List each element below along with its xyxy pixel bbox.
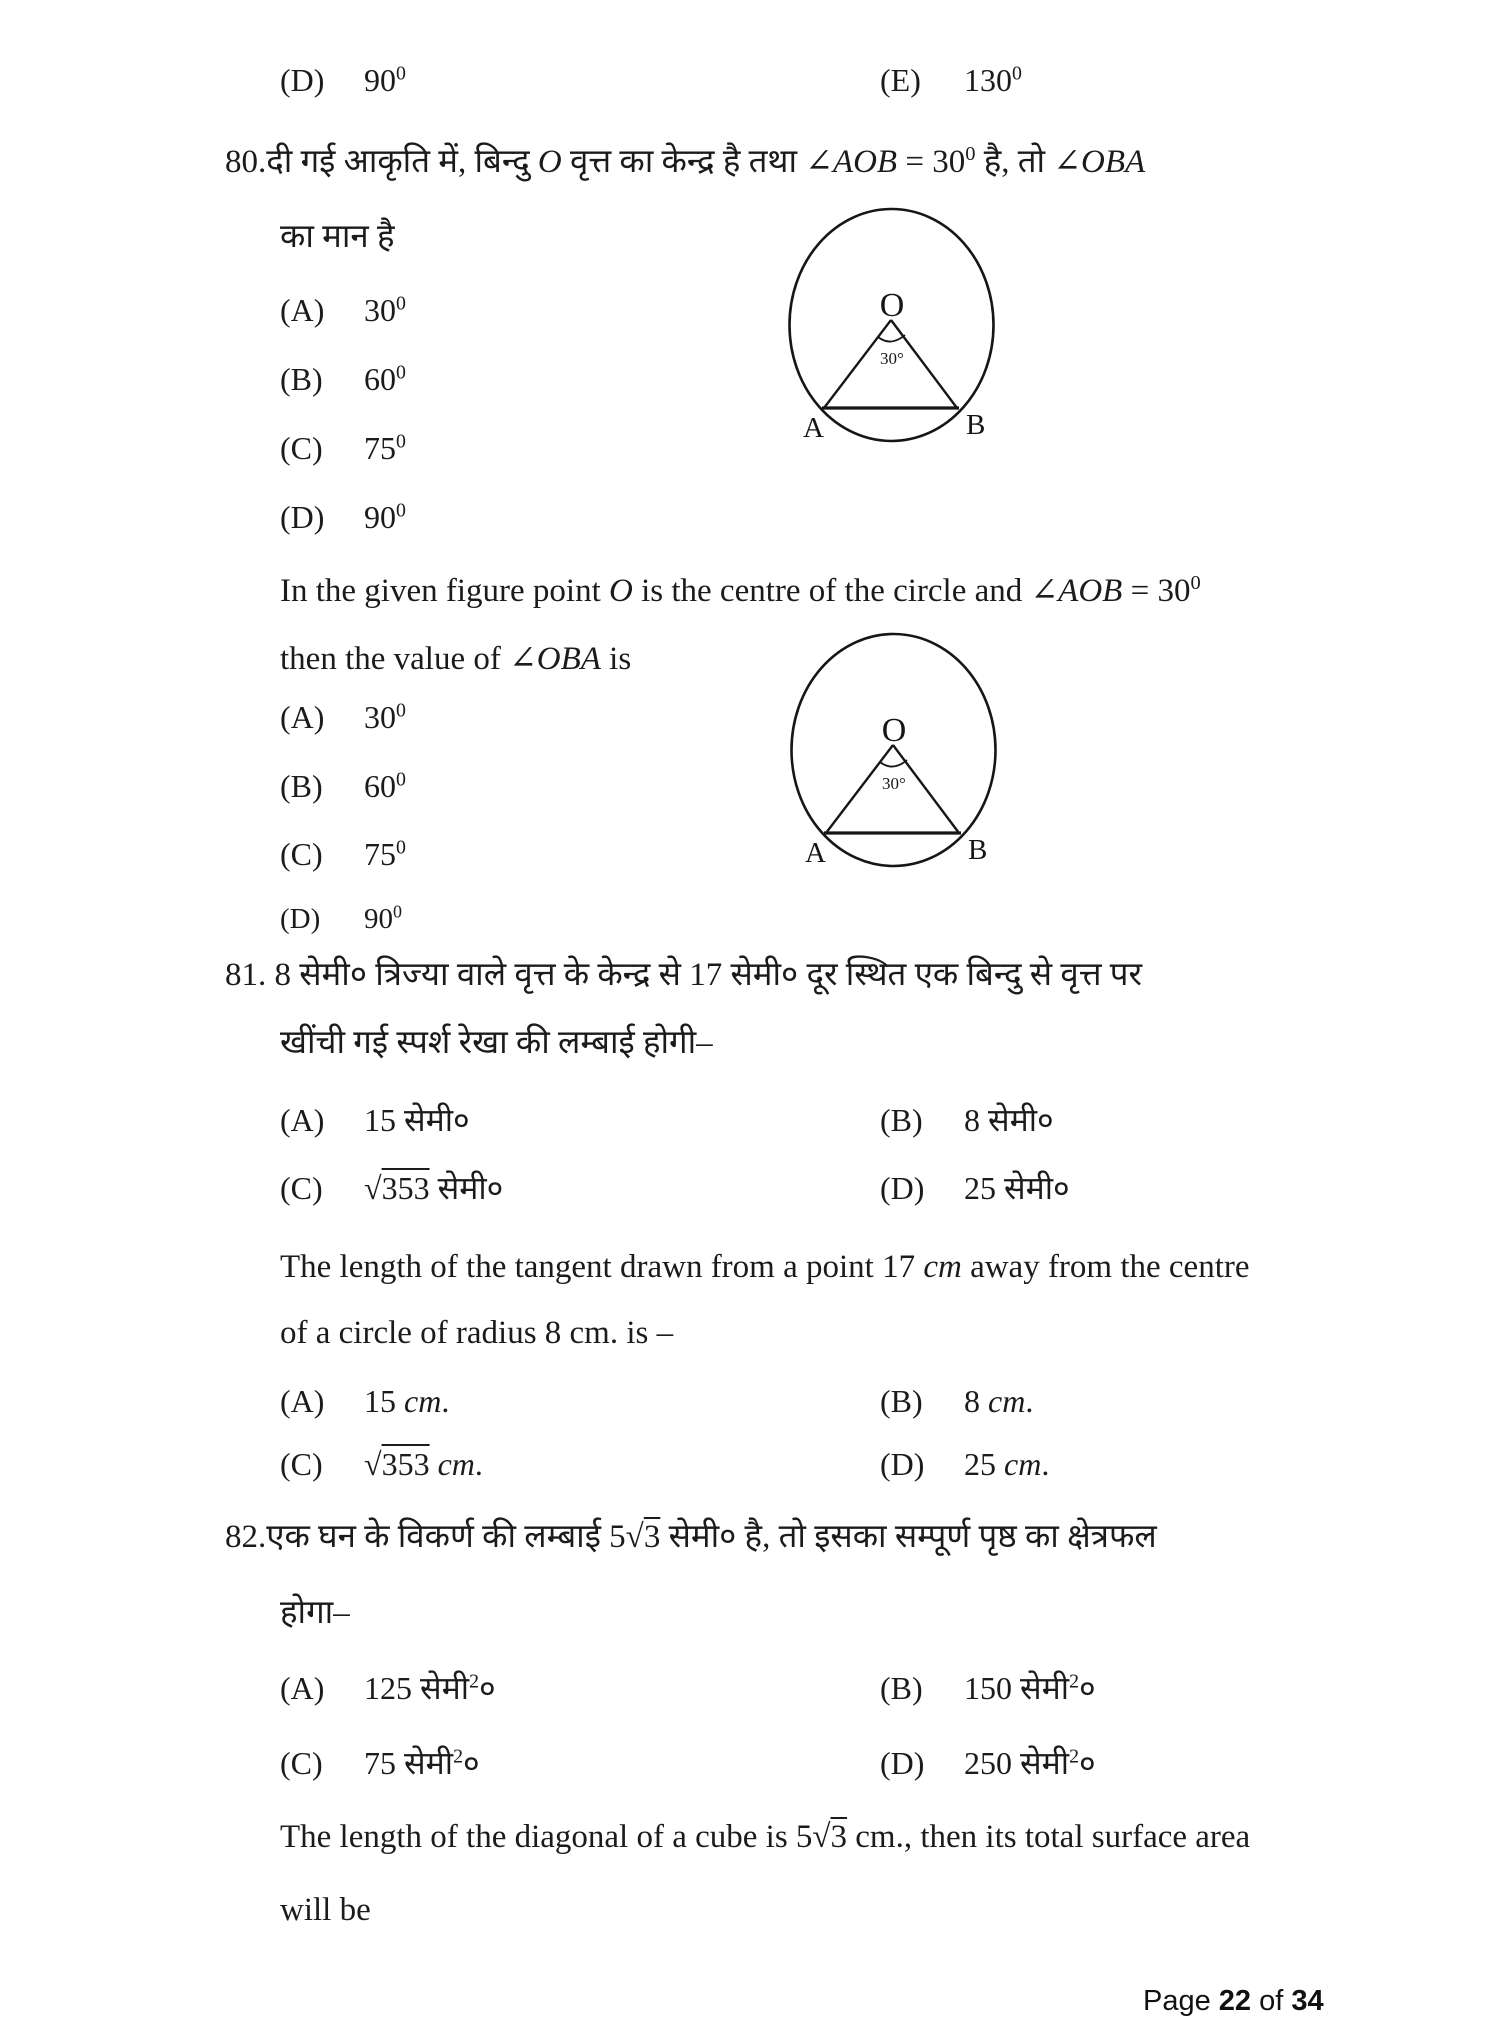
option-value: $30^0$ [364,699,406,735]
point-a-label: A [805,837,826,869]
option-value: $75^0$ [364,430,406,466]
option-value: $90^0$ [364,62,406,98]
center-point-label: O [879,287,905,324]
option-label: (A) [280,699,325,735]
angle-arc [880,760,907,767]
option-label: (A) [280,1102,325,1138]
q81-hindi-line2: खींची गई स्पर्श रेखा की लम्बाई होगी– [280,1025,713,1061]
option-label: (D) [280,499,325,535]
q80-english-option-b [280,768,406,805]
prev-question-option-d [280,62,406,99]
circle-outline [792,634,996,866]
angle-value-label: 30° [882,774,906,793]
circle-outline [790,209,994,441]
angle-value-label: 30° [880,349,904,368]
point-b-label: B [966,409,986,441]
option-label: (D) [280,903,321,935]
option-value: 75 सेमी$^2$० [364,1745,480,1781]
q80-english-option-d [280,903,402,936]
q81-english-option-a [280,1383,449,1420]
option-label: (A) [280,292,325,328]
option-label: (C) [280,1170,323,1206]
option-label: (D) [280,62,325,98]
center-point-label: O [881,712,907,749]
q81-hindi-option-a [280,1098,470,1141]
option-value: 15 सेमी० [364,1102,470,1138]
option-label: (A) [280,1383,325,1419]
option-label: (C) [280,1745,323,1781]
option-value: 25 cm. [964,1446,1050,1482]
q80-hindi-option-a [280,292,406,329]
q80-hindi-line1: 80.दी गई आकृति में, बिन्दु O वृत्त का केन्द्र है तथा ∠AOB = $30^0$ है, तो ∠OBA [225,143,1146,180]
option-label: (D) [880,1446,925,1482]
option-value: $90^0$ [364,499,406,535]
point-a-label: A [803,412,824,444]
q82-english-line2: will be [280,1892,371,1928]
option-label: (C) [280,836,323,872]
option-label: (A) [280,1670,325,1706]
option-label: (B) [280,768,323,804]
q81-english-line2: of a circle of radius 8 cm. is – [280,1315,674,1351]
option-label: (C) [280,430,323,466]
option-value: $60^0$ [364,768,406,804]
q82-english-line1: The length of the diagonal of a cube is 5√3 cm., then its total surface area [280,1819,1251,1855]
prev-question-option-e [880,62,1022,99]
q82-hindi-option-a [280,1666,496,1709]
q81-hindi-option-c [280,1166,503,1209]
option-value: $90^0$ [364,901,402,935]
q81-hindi-line1: 81. 8 सेमी० त्रिज्या वाले वृत्त के केन्द्र से 17 सेमी० दूर स्थित एक बिन्दु से वृत्त पर [225,957,1143,993]
circle-figure-q80-english [789,628,1001,873]
option-label: (C) [280,1446,323,1482]
q82-hindi-option-c [280,1741,480,1784]
option-label: (B) [280,361,323,397]
option-label: (B) [880,1670,923,1706]
option-value: 250 सेमी$^2$० [964,1745,1096,1781]
option-label: (E) [880,62,921,98]
option-value: 125 सेमी$^2$० [364,1670,496,1706]
option-value: 150 सेमी$^2$० [964,1670,1096,1706]
point-b-label: B [968,834,988,866]
q81-hindi-option-d [880,1166,1070,1209]
q80-english-line2: then the value of ∠OBA is [280,641,632,677]
q82-hindi-option-b [880,1666,1096,1709]
option-label: (D) [880,1170,925,1206]
option-label: (D) [880,1745,925,1781]
q81-hindi-option-b [880,1098,1054,1141]
circle-figure-q80-hindi [787,203,999,448]
option-label: (B) [880,1383,923,1419]
q80-english-option-a [280,699,406,736]
q81-english-option-b [880,1383,1033,1420]
q82-hindi-line1: 82.एक घन के विकर्ण की लम्बाई 5√3 सेमी० है, तो इसका सम्पूर्ण पृष्ठ का क्षेत्रफल [225,1519,1157,1555]
q82-hindi-option-d [880,1741,1096,1784]
option-value: √353 सेमी० [364,1170,504,1206]
q81-english-option-d [880,1446,1049,1483]
q80-hindi-line2: का मान है [280,219,395,255]
q80-hindi-option-c [280,430,406,467]
q80-hindi-option-b [280,361,406,398]
option-value: $130^0$ [964,62,1022,98]
option-value: √353 cm. [364,1446,483,1482]
q82-hindi-line2: होगा– [280,1595,350,1631]
q81-english-option-c [280,1446,483,1483]
option-label: (B) [880,1102,923,1138]
option-value: 15 cm. [364,1383,450,1419]
angle-arc [878,335,905,342]
option-value: 25 सेमी० [964,1170,1070,1206]
page-number-footer: Page 22 of 34 [1143,1985,1324,2017]
option-value: $75^0$ [364,836,406,872]
q80-english-option-c [280,836,406,873]
option-value: 8 cm. [964,1383,1034,1419]
q80-english-line1: In the given figure point O is the centre of the circle and ∠AOB = $30^0$ [280,572,1201,609]
q81-english-line1: The length of the tangent drawn from a point 17 cm away from the centre [280,1249,1250,1285]
q80-hindi-option-d [280,499,406,536]
option-value: $30^0$ [364,292,406,328]
option-value: 8 सेमी० [964,1102,1054,1138]
option-value: $60^0$ [364,361,406,397]
